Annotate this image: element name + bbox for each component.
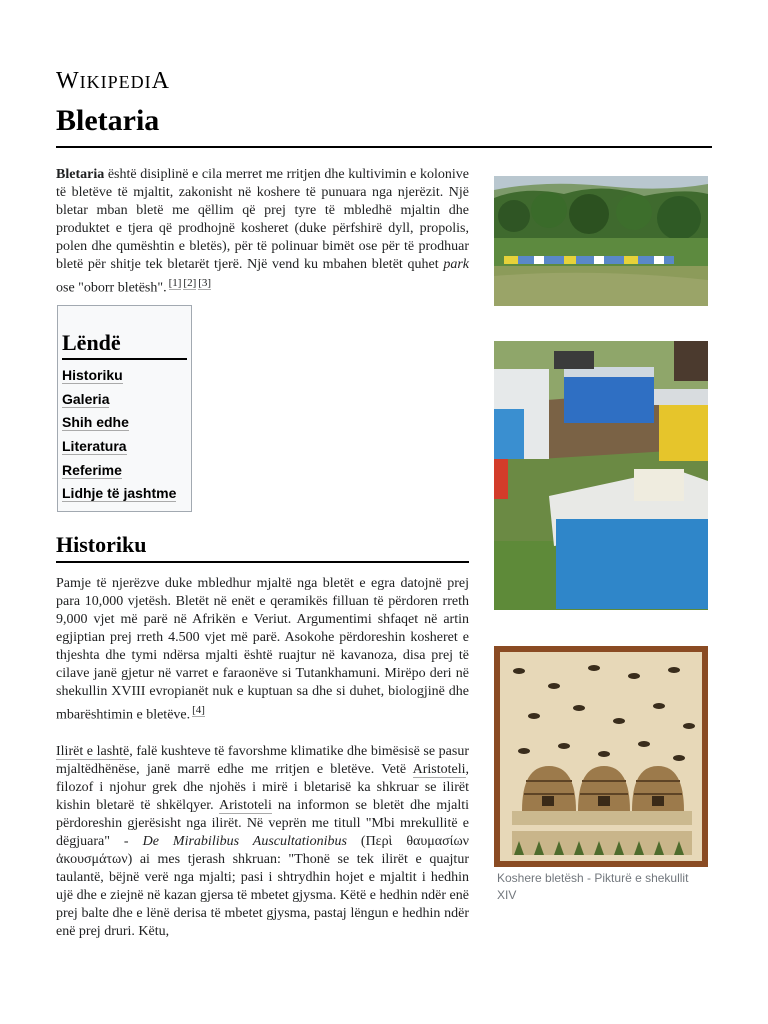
medieval-painting[interactable] (494, 646, 708, 867)
toc-title: Lëndë (62, 330, 121, 355)
toc-item-shih-edhe[interactable]: Shih edhe (62, 414, 129, 431)
wikipedia-logo[interactable]: WIKIPEDIA (56, 68, 170, 94)
toc-item-historiku[interactable]: Historiku (62, 367, 123, 383)
ref-link[interactable]: [4] (192, 704, 205, 716)
intro-section (56, 166, 469, 316)
ref-link[interactable]: [3] (198, 277, 212, 289)
toc-item-galeria[interactable]: Galeria (62, 390, 110, 407)
image-caption: Koshere bletësh - Pikturë e shekullit XIV (497, 871, 689, 902)
toc-item-literatura[interactable]: Literatura (62, 438, 127, 455)
beehives-photo[interactable] (494, 341, 708, 610)
link-aristoteli[interactable]: Aristoteli (412, 761, 466, 777)
intro-paragraph: Bletaria është disiplinë e cila merret me rritjen dhe kultivimin e kolonive të bletëve të mjaltit, zakonisht në koshere të punuara nga njerëzit. Një bletar mban bletë me qëllim që prej tyre të mbledhë mjaltin dhe produktet e tjera që prodhojnë kosheret (duke përfshirë dyll, propolis, polen dhe qumështin e bletës), për të polinuar bimët ose për të prodhuar bletë për shitje tek bletarët tjerë. Një vend ku mbahen bletët quhet park ose "oborr bletësh". [1] [2] [3] (56, 167, 469, 296)
section-divider (56, 561, 469, 563)
history-paragraph: Pamje të njerëzve duke mbledhur mjaltë nga bletët e egra datojnë prej para 10,000 vjetësh. Bletët në enët e qeramikës filluan të përdoren rreth 9,000 vjet më parë në Afrikën e Veriut. Argumentimi shfaqet në artin egjiptian prej rreth 4.500 vjet më parë. Asokohe përdoreshin kosheret e thjeshta dhe tymi ndërsa mjalti është ruajtur në kavanoza, disa prej të cilave janë gjetur në varret e faraonëve si Tutankhamuni. Mirëpo deri në shekullin XVIII evropianët nuk e kuptuan sa dhe si duhet, biologjinë dhe mbarështimin e bletëve. [4] (56, 576, 469, 723)
intro-italic-term: park (443, 257, 469, 272)
toc-item-lidhje[interactable]: Lidhje të jashtme (62, 485, 177, 502)
intro-bold-term: Bletaria (56, 167, 105, 182)
page-title: Bletaria (56, 104, 160, 137)
section-heading-historiku: Historiku (56, 532, 147, 557)
ref-link[interactable]: [1] (168, 277, 182, 289)
link-aristoteli[interactable]: Aristoteli (218, 797, 272, 813)
title-divider (56, 146, 712, 148)
history-section (56, 575, 469, 959)
ref-link[interactable]: [2] (183, 277, 197, 289)
apiary-photo[interactable] (494, 176, 708, 306)
table-of-contents (57, 305, 192, 512)
toc-item-referime[interactable]: Referime (62, 461, 122, 478)
toc-divider (62, 358, 187, 360)
history-paragraph: Ilirët e lashtë, falë kushteve të favorshme klimatike dhe bimësisë se pasur mjaltëdhënëse, janë marrë edhe me rritjen e bletëve. Vetë Aristoteli, filozof i njohur grek dhe njohës i mirë i bletarisë ka shkruar se ilirët kishin bletarë të shkëlqyer. Aristoteli na informon se bletët dhe mjalti përdoreshin gjerësisht nga ilirët. Në veprën me titull "Mbi mrekullitë e dëgjuara" - De Mirabilibus Auscultationibus (Περὶ θαυμασίων ἀκουσμάτων) ai mes tjerash shkruan: "Thonë se tek ilirët e quajtur taulantë, bëjnë verë nga mjalti; pasi i shtrydhin hojet e mjaltit i hedhin ujë dhe e ziejnë në kazan gjersa të mbetet gjysma. Këtë e hedhin ndër enë prej balte dhe e lënë derisa të mbetet gjysma, pastaj lëngun e hedhin ndër enë prej druri. Këtu, (56, 743, 470, 939)
link-iliret[interactable]: Ilirët e lashtë (56, 743, 130, 759)
